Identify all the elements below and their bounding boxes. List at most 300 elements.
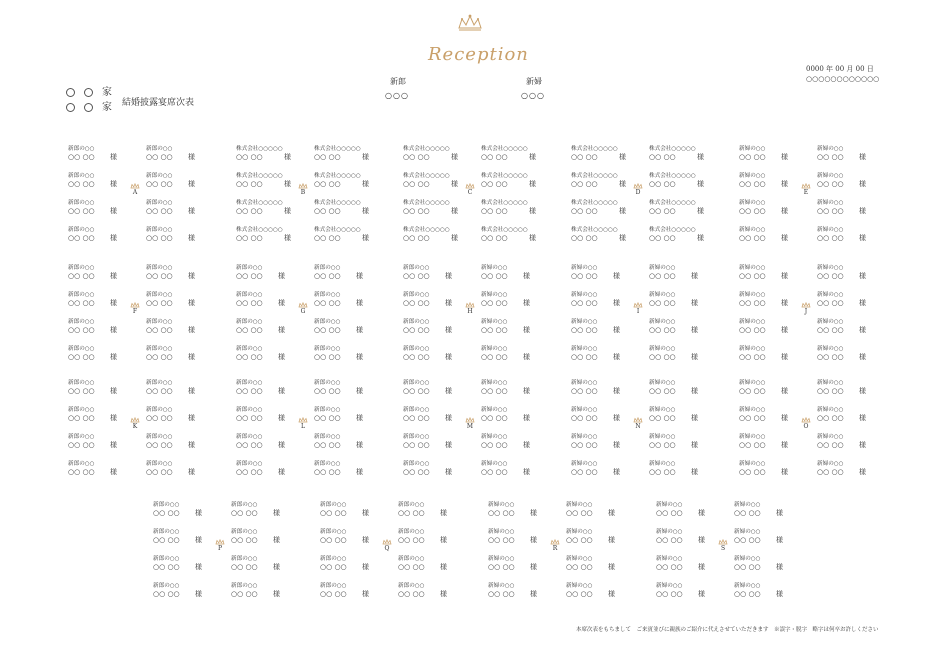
seat — [146, 227, 206, 243]
honorific: 様 — [445, 414, 452, 422]
table-marker — [463, 302, 477, 315]
table-marker — [213, 539, 227, 552]
honorific: 様 — [188, 468, 195, 476]
seat — [314, 346, 374, 362]
guest-name: ○○ ○○ — [817, 180, 844, 188]
table-letter: Q — [384, 545, 390, 552]
guest-name: ○○ ○○ — [656, 590, 683, 598]
honorific: 様 — [273, 509, 280, 517]
seat — [68, 146, 128, 162]
guest-affiliation: 新郎の○○ — [68, 434, 95, 440]
guest-affiliation: 新郎の○○ — [231, 502, 258, 508]
seat — [68, 461, 128, 477]
honorific: 様 — [530, 536, 537, 544]
honorific: 様 — [608, 536, 615, 544]
seat — [236, 407, 296, 423]
seat — [146, 200, 206, 216]
honorific: 様 — [278, 272, 285, 280]
seat — [403, 434, 463, 450]
guest-name: ○○ ○○ — [481, 441, 508, 449]
seat — [649, 380, 709, 396]
guest-name: ○○ ○○ — [68, 153, 95, 161]
seat — [153, 556, 213, 572]
honorific: 様 — [776, 590, 783, 598]
honorific: 様 — [356, 299, 363, 307]
seat — [68, 434, 128, 450]
guest-name: ○○ ○○ — [236, 272, 263, 280]
honorific: 様 — [776, 536, 783, 544]
honorific: 様 — [781, 234, 788, 242]
family-row-2 — [66, 100, 112, 115]
seat — [566, 583, 626, 599]
guest-affiliation: 新郎の○○ — [68, 461, 95, 467]
guest-affiliation: 新婦の○○ — [734, 556, 761, 562]
seat — [817, 146, 877, 162]
seat — [153, 529, 213, 545]
honorific: 様 — [698, 590, 705, 598]
honorific: 様 — [445, 468, 452, 476]
guest-affiliation: 新婦の○○ — [739, 434, 766, 440]
honorific: 様 — [445, 326, 452, 334]
seat — [739, 146, 799, 162]
guest-affiliation: 新郎の○○ — [403, 434, 430, 440]
honorific: 様 — [362, 180, 369, 188]
table-letter: E — [803, 189, 809, 196]
guest-name: ○○ ○○ — [817, 441, 844, 449]
guest-name: ○○ ○○ — [656, 563, 683, 571]
seat — [739, 292, 799, 308]
seat — [481, 227, 541, 243]
guest-name: ○○ ○○ — [314, 326, 341, 334]
honorific: 様 — [529, 234, 536, 242]
guest-name: ○○ ○○ — [571, 180, 598, 188]
seat — [566, 502, 626, 518]
guest-name: ○○ ○○ — [739, 353, 766, 361]
guest-name: ○○ ○○ — [398, 563, 425, 571]
guest-name: ○○ ○○ — [153, 590, 180, 598]
table-marker — [799, 302, 813, 315]
bride-label: 新婦 — [526, 77, 542, 86]
seat — [817, 265, 877, 281]
seat — [236, 292, 296, 308]
honorific: 様 — [523, 326, 530, 334]
guest-affiliation: 新郎の○○ — [153, 556, 180, 562]
guest-affiliation: 新婦の○○ — [817, 434, 844, 440]
honorific: 様 — [284, 234, 291, 242]
guest-affiliation: 株式会社○○○○○ — [649, 173, 696, 179]
guest-affiliation: 新婦の○○ — [571, 319, 598, 325]
guest-affiliation: 新婦の○○ — [571, 346, 598, 352]
guest-affiliation: 株式会社○○○○○ — [649, 227, 696, 233]
guest-name: ○○ ○○ — [236, 468, 263, 476]
seat — [68, 292, 128, 308]
guest-affiliation: 新婦の○○ — [739, 346, 766, 352]
seat — [68, 319, 128, 335]
seat — [739, 265, 799, 281]
honorific: 様 — [451, 153, 458, 161]
seat — [153, 502, 213, 518]
seat — [739, 227, 799, 243]
honorific: 様 — [613, 468, 620, 476]
guest-affiliation: 新郎の○○ — [146, 461, 173, 467]
guest-affiliation: 新郎の○○ — [320, 556, 347, 562]
guest-name: ○○ ○○ — [481, 272, 508, 280]
guest-affiliation: 新婦の○○ — [734, 502, 761, 508]
guest-affiliation: 株式会社○○○○○ — [236, 200, 283, 206]
honorific: 様 — [362, 563, 369, 571]
honorific: 様 — [776, 563, 783, 571]
honorific: 様 — [440, 509, 447, 517]
honorific: 様 — [195, 590, 202, 598]
seat — [656, 556, 716, 572]
seat — [398, 529, 458, 545]
guest-affiliation: 新郎の○○ — [68, 200, 95, 206]
seat — [236, 346, 296, 362]
guest-affiliation: 新婦の○○ — [488, 556, 515, 562]
honorific: 様 — [278, 441, 285, 449]
guest-name: ○○ ○○ — [68, 234, 95, 242]
table-letter: L — [301, 423, 305, 430]
seat — [403, 146, 463, 162]
guest-name: ○○ ○○ — [153, 563, 180, 571]
header — [380, 14, 560, 104]
honorific: 様 — [284, 180, 291, 188]
guest-name: ○○ ○○ — [314, 207, 341, 215]
honorific: 様 — [195, 563, 202, 571]
honorific: 様 — [188, 180, 195, 188]
seat — [571, 319, 631, 335]
seat — [817, 200, 877, 216]
honorific: 様 — [698, 509, 705, 517]
circle-mark — [66, 103, 75, 112]
guest-name: ○○ ○○ — [314, 180, 341, 188]
honorific: 様 — [691, 299, 698, 307]
honorific: 様 — [859, 468, 866, 476]
guest-name: ○○ ○○ — [817, 414, 844, 422]
guest-affiliation: 新郎の○○ — [314, 319, 341, 325]
seat — [649, 173, 709, 189]
honorific: 様 — [859, 353, 866, 361]
guest-name: ○○ ○○ — [571, 153, 598, 161]
groom-name: ○○○ — [385, 91, 409, 100]
seat — [649, 265, 709, 281]
guest-name: ○○ ○○ — [314, 153, 341, 161]
seat — [403, 346, 463, 362]
honorific: 様 — [781, 353, 788, 361]
guest-affiliation: 新郎の○○ — [236, 407, 263, 413]
reception-logo: Reception — [428, 44, 529, 65]
guest-affiliation: 新郎の○○ — [314, 346, 341, 352]
guest-name: ○○ ○○ — [656, 536, 683, 544]
seat — [481, 265, 541, 281]
guest-name: ○○ ○○ — [153, 509, 180, 517]
honorific: 様 — [362, 590, 369, 598]
guest-affiliation: 新郎の○○ — [146, 200, 173, 206]
seat — [403, 227, 463, 243]
seat — [314, 319, 374, 335]
guest-name: ○○ ○○ — [739, 180, 766, 188]
circle-mark — [84, 103, 93, 112]
honorific: 様 — [362, 207, 369, 215]
table-letter: G — [300, 308, 306, 315]
honorific: 様 — [619, 234, 626, 242]
honorific: 様 — [188, 234, 195, 242]
honorific: 様 — [451, 180, 458, 188]
guest-affiliation: 新婦の○○ — [481, 319, 508, 325]
seat — [566, 529, 626, 545]
guest-name: ○○ ○○ — [481, 387, 508, 395]
guest-name: ○○ ○○ — [403, 234, 430, 242]
seat — [734, 583, 794, 599]
seat — [146, 292, 206, 308]
guest-name: ○○ ○○ — [481, 234, 508, 242]
seat — [398, 556, 458, 572]
guest-affiliation: 新婦の○○ — [571, 292, 598, 298]
guest-name: ○○ ○○ — [571, 299, 598, 307]
honorific: 様 — [273, 563, 280, 571]
guest-affiliation: 新婦の○○ — [571, 434, 598, 440]
seat — [314, 146, 374, 162]
seat — [314, 380, 374, 396]
seat — [146, 146, 206, 162]
guest-affiliation: 新婦の○○ — [571, 407, 598, 413]
seat — [649, 461, 709, 477]
circle-mark — [84, 88, 93, 97]
seat — [571, 434, 631, 450]
guest-affiliation: 新郎の○○ — [68, 173, 95, 179]
guest-name: ○○ ○○ — [739, 207, 766, 215]
guest-affiliation: 新郎の○○ — [398, 556, 425, 562]
seat — [656, 583, 716, 599]
seat — [649, 227, 709, 243]
honorific: 様 — [188, 153, 195, 161]
family-suffix: 家 — [102, 102, 112, 113]
guest-name: ○○ ○○ — [398, 536, 425, 544]
table-marker — [631, 183, 645, 196]
footer-note: 本席次表をもちまして ご来賓並びに親族のご紹介に代えさせていただきます ※誤字・脱字 略字は何卒お許しください — [576, 627, 879, 633]
guest-name: ○○ ○○ — [236, 326, 263, 334]
seat — [403, 407, 463, 423]
table-marker — [296, 183, 310, 196]
guest-affiliation: 新郎の○○ — [314, 380, 341, 386]
seat — [403, 380, 463, 396]
guest-name: ○○ ○○ — [236, 414, 263, 422]
seat — [566, 556, 626, 572]
honorific: 様 — [278, 468, 285, 476]
seat — [236, 319, 296, 335]
table-letter: I — [636, 308, 640, 315]
seat — [817, 292, 877, 308]
guest-affiliation: 株式会社○○○○○ — [314, 173, 361, 179]
guest-name: ○○ ○○ — [649, 414, 676, 422]
guest-name: ○○ ○○ — [571, 353, 598, 361]
seat — [236, 146, 296, 162]
guest-affiliation: 新婦の○○ — [649, 346, 676, 352]
guest-affiliation: 新婦の○○ — [481, 292, 508, 298]
guest-name: ○○ ○○ — [739, 272, 766, 280]
guest-affiliation: 株式会社○○○○○ — [571, 200, 618, 206]
guest-affiliation: 新郎の○○ — [398, 583, 425, 589]
guest-affiliation: 新郎の○○ — [236, 346, 263, 352]
guest-affiliation: 株式会社○○○○○ — [403, 146, 450, 152]
honorific: 様 — [278, 353, 285, 361]
honorific: 様 — [523, 272, 530, 280]
guest-affiliation: 株式会社○○○○○ — [314, 200, 361, 206]
guest-name: ○○ ○○ — [649, 207, 676, 215]
guest-name: ○○ ○○ — [481, 299, 508, 307]
seat — [146, 461, 206, 477]
guest-name: ○○ ○○ — [231, 590, 258, 598]
honorific: 様 — [188, 299, 195, 307]
guest-affiliation: 新婦の○○ — [739, 292, 766, 298]
guest-name: ○○ ○○ — [68, 299, 95, 307]
guest-affiliation: 新郎の○○ — [146, 346, 173, 352]
guest-name: ○○ ○○ — [571, 414, 598, 422]
seat — [739, 380, 799, 396]
honorific: 様 — [859, 414, 866, 422]
guest-name: ○○ ○○ — [734, 563, 761, 571]
honorific: 様 — [188, 441, 195, 449]
guest-name: ○○ ○○ — [231, 563, 258, 571]
guest-affiliation: 新婦の○○ — [739, 227, 766, 233]
seat — [314, 434, 374, 450]
guest-name: ○○ ○○ — [403, 441, 430, 449]
seat — [571, 173, 631, 189]
guest-name: ○○ ○○ — [817, 299, 844, 307]
guest-affiliation: 新婦の○○ — [649, 265, 676, 271]
guest-name: ○○ ○○ — [566, 563, 593, 571]
guest-name: ○○ ○○ — [320, 536, 347, 544]
seat — [488, 583, 548, 599]
honorific: 様 — [110, 153, 117, 161]
guest-affiliation: 新郎の○○ — [146, 407, 173, 413]
honorific: 様 — [613, 387, 620, 395]
honorific: 様 — [278, 326, 285, 334]
seat — [146, 407, 206, 423]
guest-name: ○○ ○○ — [649, 326, 676, 334]
guest-name: ○○ ○○ — [403, 180, 430, 188]
honorific: 様 — [691, 387, 698, 395]
guest-affiliation: 新郎の○○ — [403, 292, 430, 298]
seat — [68, 407, 128, 423]
honorific: 様 — [781, 153, 788, 161]
honorific: 様 — [188, 387, 195, 395]
seat — [314, 227, 374, 243]
honorific: 様 — [613, 441, 620, 449]
honorific: 様 — [284, 207, 291, 215]
guest-name: ○○ ○○ — [739, 468, 766, 476]
family-suffix: 家 — [102, 87, 112, 98]
honorific: 様 — [697, 207, 704, 215]
seat — [320, 583, 380, 599]
seat — [571, 380, 631, 396]
guest-name: ○○ ○○ — [314, 441, 341, 449]
honorific: 様 — [691, 353, 698, 361]
honorific: 様 — [110, 441, 117, 449]
guest-affiliation: 株式会社○○○○○ — [571, 227, 618, 233]
seat — [481, 292, 541, 308]
guest-name: ○○ ○○ — [398, 590, 425, 598]
guest-name: ○○ ○○ — [739, 326, 766, 334]
guest-affiliation: 新婦の○○ — [488, 529, 515, 535]
guest-name: ○○ ○○ — [739, 299, 766, 307]
seat — [481, 407, 541, 423]
guest-affiliation: 新郎の○○ — [68, 380, 95, 386]
seat — [314, 461, 374, 477]
table-marker — [716, 539, 730, 552]
guest-affiliation: 新婦の○○ — [656, 502, 683, 508]
honorific: 様 — [781, 272, 788, 280]
guest-affiliation: 新婦の○○ — [649, 292, 676, 298]
table-marker — [128, 417, 142, 430]
table-letter: K — [132, 423, 138, 430]
guest-affiliation: 新郎の○○ — [68, 227, 95, 233]
guest-affiliation: 新婦の○○ — [739, 319, 766, 325]
seat — [68, 227, 128, 243]
guest-affiliation: 新婦の○○ — [817, 346, 844, 352]
table-letter: S — [720, 545, 726, 552]
table-marker — [463, 417, 477, 430]
guest-name: ○○ ○○ — [656, 509, 683, 517]
honorific: 様 — [697, 180, 704, 188]
seat — [314, 407, 374, 423]
guest-affiliation: 新婦の○○ — [656, 529, 683, 535]
honorific: 様 — [451, 207, 458, 215]
seat — [734, 529, 794, 545]
guest-affiliation: 新婦の○○ — [649, 461, 676, 467]
guest-name: ○○ ○○ — [649, 234, 676, 242]
honorific: 様 — [523, 414, 530, 422]
guest-name: ○○ ○○ — [571, 207, 598, 215]
honorific: 様 — [278, 414, 285, 422]
seat — [398, 583, 458, 599]
honorific: 様 — [356, 326, 363, 334]
guest-affiliation: 新婦の○○ — [734, 529, 761, 535]
guest-name: ○○ ○○ — [153, 536, 180, 544]
honorific: 様 — [356, 272, 363, 280]
seat — [68, 265, 128, 281]
honorific: 様 — [697, 153, 704, 161]
seat — [403, 319, 463, 335]
honorific: 様 — [619, 153, 626, 161]
guest-name: ○○ ○○ — [403, 414, 430, 422]
honorific: 様 — [781, 387, 788, 395]
honorific: 様 — [110, 272, 117, 280]
guest-name: ○○ ○○ — [403, 387, 430, 395]
guest-affiliation: 株式会社○○○○○ — [314, 146, 361, 152]
honorific: 様 — [188, 207, 195, 215]
honorific: 様 — [691, 468, 698, 476]
guest-name: ○○ ○○ — [231, 509, 258, 517]
guest-affiliation: 新郎の○○ — [398, 529, 425, 535]
guest-affiliation: 新婦の○○ — [817, 173, 844, 179]
guest-affiliation: 新郎の○○ — [403, 319, 430, 325]
guest-name: ○○ ○○ — [146, 153, 173, 161]
guest-name: ○○ ○○ — [314, 272, 341, 280]
seat — [817, 461, 877, 477]
guest-name: ○○ ○○ — [146, 326, 173, 334]
guest-affiliation: 新郎の○○ — [403, 380, 430, 386]
honorific: 様 — [698, 563, 705, 571]
honorific: 様 — [859, 153, 866, 161]
seat — [153, 583, 213, 599]
seat — [817, 434, 877, 450]
guest-affiliation: 新婦の○○ — [817, 319, 844, 325]
honorific: 様 — [529, 180, 536, 188]
guest-name: ○○ ○○ — [481, 353, 508, 361]
honorific: 様 — [613, 326, 620, 334]
guest-name: ○○ ○○ — [403, 272, 430, 280]
